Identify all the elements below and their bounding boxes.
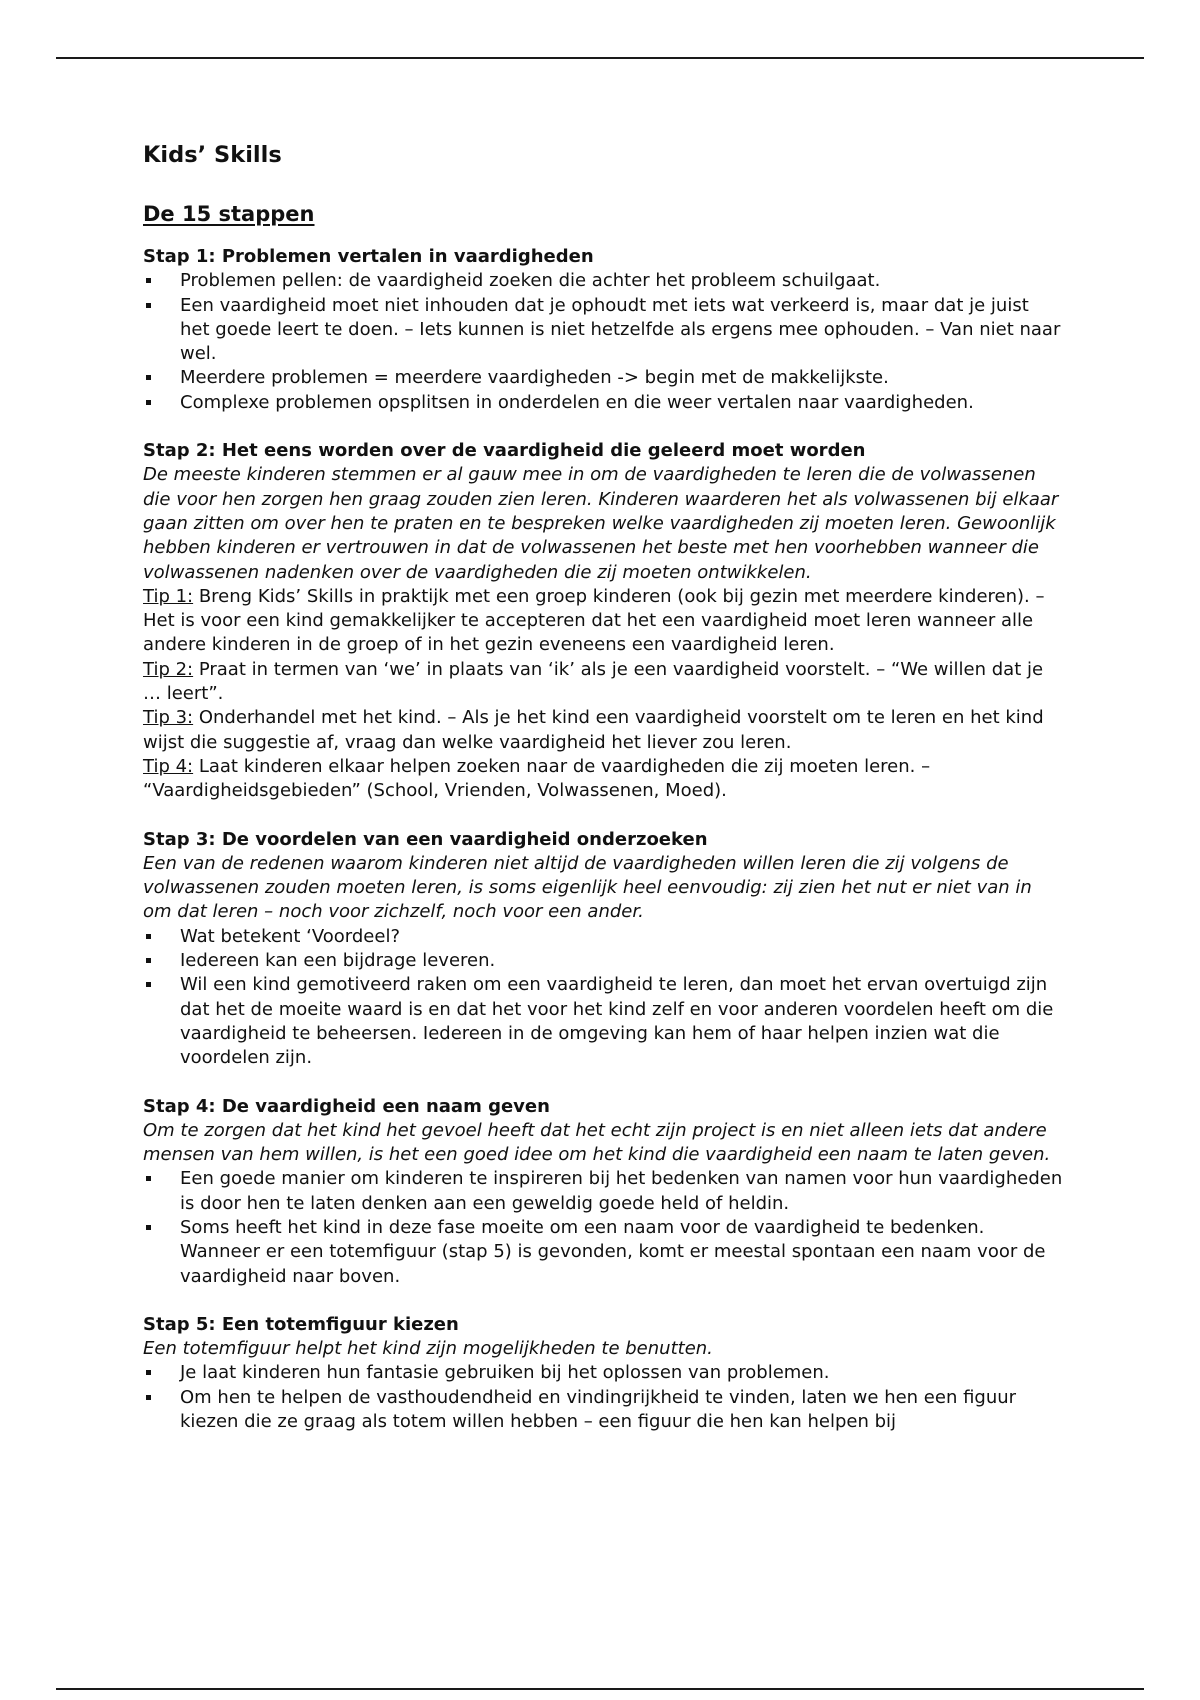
list-item: Iedereen kan een bijdrage leveren.: [143, 949, 1063, 973]
top-rule: [56, 57, 1144, 59]
tip-1-label: Tip 1:: [143, 585, 194, 607]
step-4-bullets: [143, 1167, 1063, 1288]
tip-3-text: Onderhandel met het kind. – Als je het kind een vaardigheid voorstelt om te leren en het kind wijst die suggestie af, vraag dan welke vaardigheid het liever zou leren.: [143, 707, 1044, 753]
tip-4-label: Tip 4:: [143, 755, 194, 777]
document-title: Kids’ Skills: [143, 142, 282, 168]
bottom-rule: [56, 1688, 1144, 1690]
step-1-bullets: [143, 269, 1063, 415]
list-item: Je laat kinderen hun fantasie gebruiken bij het oplossen van problemen.: [143, 1361, 1063, 1385]
section-title: De 15 stappen: [143, 202, 315, 226]
list-item: Een goede manier om kinderen te inspireren bij het bedenken van namen voor hun vaardigheden is door hen te laten denken aan een geweldig goede held of heldin.: [143, 1167, 1063, 1216]
step-5-bullets: [143, 1361, 1063, 1434]
step-5-heading: Stap 5: Een totemfiguur kiezen: [143, 1313, 459, 1335]
tip-4-text: Laat kinderen elkaar helpen zoeken naar de vaardigheden die zij moeten leren. – “Vaardigheidsgebieden” (School, Vrienden, Volwassenen, Moed).: [143, 755, 931, 802]
step-2-intro: De meeste kinderen stemmen er al gauw mee in om de vaardigheden te leren die de volwassenen die voor hen zorgen hen graag zouden zien leren. Kinderen waarderen het als volwassenen bij elkaar gaan zitten om over hen te praten en te bespreken welke vaardigheden zij moeten leren. Gewoonlijk hebben kinderen er vertrouwen in dat de volwassenen het beste met hen voorhebben wanneer die volwassenen nadenken over de vaardigheden die zij moeten ontwikkelen.: [143, 464, 1059, 583]
step-3-intro: Een van de redenen waarom kinderen niet altijd de vaardigheden willen leren die zij volgens de volwassenen zouden moeten leren, is soms eigenlijk heel eenvoudig: zij zien het nut er niet van in om dat leren – noch voor zichzelf, noch voor een ander.: [143, 852, 1032, 923]
step-2: [143, 439, 1063, 803]
list-item: Problemen pellen: de vaardigheid zoeken die achter het probleem schuilgaat.: [143, 269, 1063, 293]
tip-4: [143, 755, 1063, 804]
tip-2: [143, 658, 1063, 707]
tip-3: [143, 706, 1063, 755]
tip-2-label: Tip 2:: [143, 658, 194, 680]
document-body: [143, 141, 1063, 1458]
step-4-heading: Stap 4: De vaardigheid een naam geven: [143, 1095, 550, 1117]
step-1-heading: Stap 1: Problemen vertalen in vaardigheden: [143, 246, 594, 267]
tip-1: [143, 585, 1063, 658]
step-5: [143, 1313, 1063, 1434]
step-3-bullets: [143, 925, 1063, 1071]
tip-1-text: Breng Kids’ Skills in praktijk met een groep kinderen (ook bij gezin met meerdere kinderen). – Het is voor een kind gemakkelijker te accepteren dat het een vaardigheid moet leren wanneer alle andere kinderen in de groep of in het gezin eveneens een vaardigheid leren.: [143, 585, 1045, 656]
list-item: Wat betekent ‘Voordeel?: [143, 925, 1063, 949]
step-4-intro: Om te zorgen dat het kind het gevoel heeft dat het echt zijn project is en niet alleen iets dat andere mensen van hem willen, is het een goed idee om het kind die vaardigheid een naam te laten geven.: [143, 1119, 1051, 1166]
list-item: Een vaardigheid moet niet inhouden dat je ophoudt met iets wat verkeerd is, maar dat je juist het goede leert te doen. – Iets kunnen is niet hetzelfde als ergens mee ophouden. – Van niet naar wel.: [143, 294, 1063, 367]
list-item: Meerdere problemen = meerdere vaardigheden -> begin met de makkelijkste.: [143, 366, 1063, 390]
list-item: Om hen te helpen de vasthoudendheid en vindingrijkheid te vinden, laten we hen een figuur kiezen die ze graag als totem willen hebben – een figuur die hen kan helpen bij: [143, 1386, 1063, 1435]
list-item: Wil een kind gemotiveerd raken om een vaardigheid te leren, dan moet het ervan overtuigd zijn dat het de moeite waard is en dat het voor het kind zelf en voor anderen voordelen heeft om die vaardigheid te beheersen. Iedereen in de omgeving kan hem of haar helpen inzien wat die voordelen zijn.: [143, 973, 1063, 1070]
list-item: Soms heeft het kind in deze fase moeite om een naam voor de vaardigheid te bedenken. Wanneer er een totemfiguur (stap 5) is gevonden, komt er meestal spontaan een naam voor de vaardigheid naar boven.: [143, 1216, 1063, 1289]
step-4: [143, 1095, 1063, 1289]
step-5-intro: Een totemfiguur helpt het kind zijn mogelijkheden te benutten.: [143, 1338, 713, 1360]
step-3-heading: Stap 3: De voordelen van een vaardigheid onderzoeken: [143, 828, 708, 850]
step-1: [143, 245, 1063, 415]
step-2-heading: Stap 2: Het eens worden over de vaardigheid die geleerd moet worden: [143, 440, 866, 462]
list-item: Complexe problemen opsplitsen in onderdelen en die weer vertalen naar vaardigheden.: [143, 391, 1063, 415]
tip-2-text: Praat in termen van ‘we’ in plaats van ‘ik’ als je een vaardigheid voorstelt. – “We willen dat je … leert”.: [143, 658, 1044, 705]
step-3: [143, 828, 1063, 1071]
tip-3-label: Tip 3:: [143, 707, 194, 729]
